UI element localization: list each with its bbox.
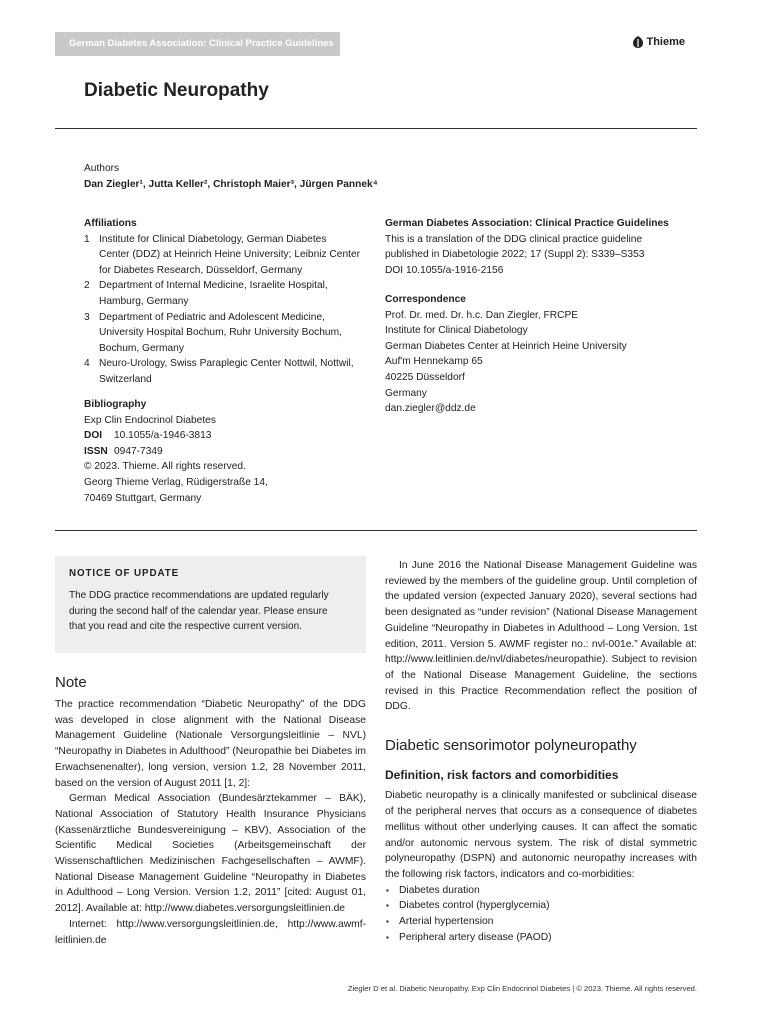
correspondence-block [385,292,700,417]
guideline-block [385,216,700,278]
guideline-line: DOI 10.1055/a-1916-2156 [385,264,504,276]
notice-line: during the second half of the calendar year. Please ensure [69,605,328,617]
issn-value: 0947-7349 [114,445,163,457]
correspondence-line: German Diabetes Center at Heinrich Heine University [385,340,627,352]
correspondence-email[interactable]: dan.ziegler@ddz.de [385,403,476,415]
notice-title: NOTICE OF UPDATE [69,568,180,579]
affiliation-number: 1 [84,233,90,245]
header-divider [55,530,697,531]
affiliation-line: Department of Internal Medicine, Israelite Hospital, [99,280,328,292]
risk-factor-list [385,883,697,946]
affiliation-line: for Diabetes Research, Düsseldorf, Germany [99,264,303,276]
note-heading: Note [55,674,87,691]
authors-label: Authors [84,163,120,174]
title-divider [55,128,697,129]
affiliation-line: Neuro-Urology, Swiss Paraplegic Center Nottwil, Nottwil, [99,358,354,370]
article-title: Diabetic Neuropathy [84,80,269,101]
affiliation-number: 2 [84,280,90,292]
guideline-line: This is a translation of the DDG clinical practice guideline [385,233,643,245]
affiliation-line: Hamburg, Germany [99,295,189,307]
thieme-logo-icon [633,36,643,48]
affiliation-line: Institute for Clinical Diabetology, German Diabetes [99,233,327,245]
affiliation-number: 4 [84,358,90,370]
definition-paragraph: Diabetic neuropathy is a clinically manifested or subclinical disease of the peripheral nerves that occurs as a consequence of diabetes mellitus without other underlying causes. It can affect the somatic and/or autonomic nervous system. The risk of distal symmetric polyneuropathy (DSPN) and autonomic neuropathy increases with the following risk factors, indicators and co-morbidities: [385,790,697,880]
correspondence-line: Prof. Dr. med. Dr. h.c. Dan Ziegler, FRCPE [385,309,579,321]
affiliation-item [84,310,374,357]
doi-label: DOI [84,430,103,442]
guideline-label: German Diabetes Association: Clinical Practice Guidelines [385,218,669,229]
affiliation-line: Center (DDZ) at Heinrich Heine University; Leibniz Center [99,249,361,261]
list-item: ▪ Arterial hypertension [385,914,697,930]
publisher-name: Thieme [646,36,685,48]
affiliation-item [84,356,374,387]
list-item: ▪ Diabetes duration [385,883,697,899]
doi-row [84,428,374,444]
note-paragraph-3: Internet: http://www.versorgungsleitlinien.de, http://www.awmf-leitlinien.de [55,918,366,946]
list-item: ▪ Peripheral artery disease (PAOD) [385,930,697,946]
author-names: Dan Ziegler¹, Jutta Keller², Christoph Maier³, Jürgen Pannek⁴ [84,178,378,190]
authors-block [84,161,378,192]
publisher-address-line1: Georg Thieme Verlag, Rüdigerstraße 14, [84,476,268,488]
subsection-heading: Definition, risk factors and comorbidities [385,767,619,782]
affiliation-line: Bochum, Germany [99,342,184,354]
section-heading: Diabetic sensorimotor polyneuropathy [385,737,637,755]
correspondence-label: Correspondence [385,294,466,305]
note-paragraph-1: The practice recommendation “Diabetic Neuropathy” of the DDG was developed in close alignment with the National Disease Management Guideline (Nationale Versorgungsleitlinie – NVL) “Neuropathy in Diabetes in Adulthood” (Neuropathie bei Diabetes im Erwachsenenalter), long version, version 1.2, 28 November 2011, based on the version of August 2011 [1, 2]: [55,699,366,789]
affiliation-line: Switzerland [99,373,152,385]
correspondence-line: Auf'm Hennekamp 65 [385,356,483,368]
affiliations-label: Affiliations [84,218,137,229]
notice-line: The DDG practice recommendations are updated regularly [69,590,329,601]
note-paragraph-2: German Medical Association (Bundesärztekammer – BÄK), National Association of Statutory Health Insurance Physicians (Kassenärztliche Bundesvereinigung – KBV), Association of the Scientific Medical Societies (Arbeitsgemeinschaft der Wissenschaftlichen Medizinischen Fachgesellschaften – AWMF). National Disease Management Guideline “Neuropathy in Diabetes in Adulthood – Long Version. Version 1.2, 2011” [cited: August 01, 2012]. Available at: http://www.diabetes.versorgungsleitlinien.de [55,793,366,915]
issn-row [84,444,374,460]
bibliography-label: Bibliography [84,399,147,410]
affiliations-block [84,216,374,388]
intro-paragraph: In June 2016 the National Disease Management Guideline was reviewed by the members of the guideline group. Until completion of the updated version (expected January 2020), several sections had been designated as “under revision” (National Disease Management Guideline “Neuropathy in Diabetes in Adulthood – Long Version. 1st edition, 2011. Version 5. AWMF register no.: nvl-001e.” Available at: http://www.leitlinien.de/nvl/diabetes/neuropathie). Subject to revision of the National Disease Management Guideline, the sections revised in this Practice Recommendation reflect the position of DDG. [385,560,697,713]
copyright: © 2023. Thieme. All rights reserved. [84,461,246,473]
page-footer: Ziegler D et al. Diabetic Neuropathy. Exp Clin Endocrinol Diabetes | © 2023. Thieme. All rights reserved. [347,984,697,993]
affiliation-item [84,278,374,309]
journal-name: Exp Clin Endocrinol Diabetes [84,414,216,426]
right-column [385,558,697,945]
doi-value: 10.1055/a-1946-3813 [114,430,212,442]
publisher-address-line2: 70469 Stuttgart, Germany [84,492,202,504]
affiliation-line: University Hospital Bochum, Ruhr University Bochum, [99,327,342,339]
notice-of-update-box [55,556,366,653]
affiliation-line: Department of Pediatric and Adolescent Medicine, [99,311,325,323]
affiliations-list [84,232,374,388]
publisher-logo [633,36,685,48]
correspondence-line: 40225 Düsseldorf [385,371,465,383]
affiliation-number: 3 [84,311,90,323]
note-body [55,697,366,948]
affiliation-item [84,232,374,279]
notice-line: that you read and cite the respective current version. [69,621,302,633]
bibliography-block [84,397,374,506]
list-item: ▪ Diabetes control (hyperglycemia) [385,898,697,914]
correspondence-line: Germany [385,387,427,399]
guideline-line: published in Diabetologie 2022; 17 (Suppl 2): S339–S353 [385,249,645,261]
issn-label: ISSN [84,445,108,457]
correspondence-line: Institute for Clinical Diabetology [385,325,528,337]
journal-banner: German Diabetes Association: Clinical Practice Guidelines [55,32,340,56]
